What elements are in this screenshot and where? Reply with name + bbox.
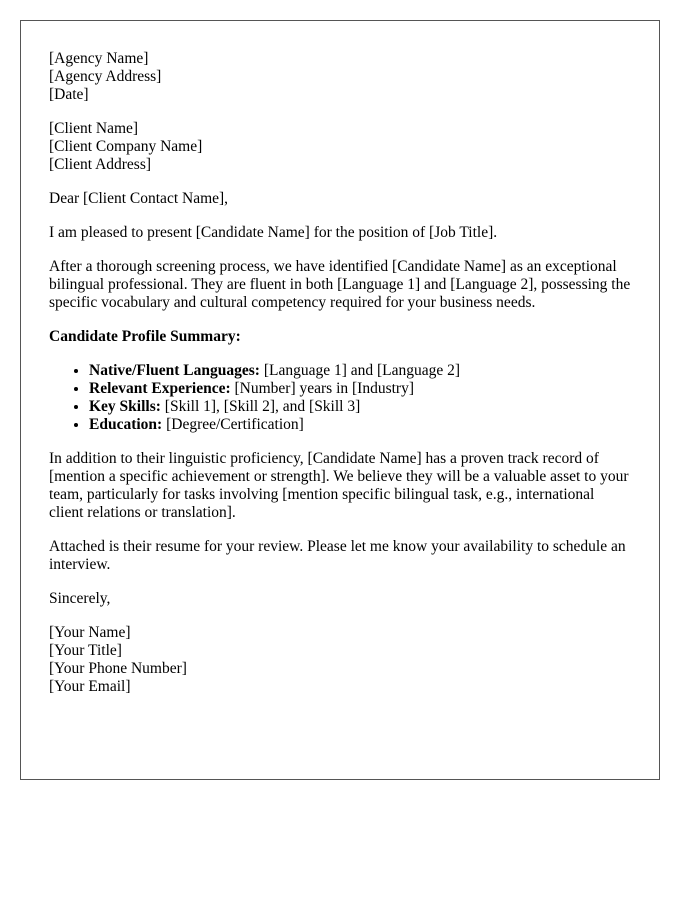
profile-label: Key Skills:	[89, 398, 161, 415]
profile-label: Native/Fluent Languages:	[89, 362, 260, 379]
signoff: Sincerely,	[49, 590, 111, 607]
list-item	[89, 398, 631, 416]
agency-address: [Agency Address]	[49, 68, 162, 85]
client-name: [Client Name]	[49, 120, 139, 137]
profile-value: [Degree/Certification]	[162, 416, 304, 433]
letter-page	[20, 20, 660, 780]
screening-paragraph: After a thorough screening process, we have identified [Candidate Name] as an exceptional bilingual professional. They are fluent in both [Language 1] and [Language 2], possessing the specific vocabulary and cultural competency required for your business needs.	[49, 258, 631, 311]
closing-paragraph: Attached is their resume for your review. Please let me know your availability to schedule an interview.	[49, 538, 626, 573]
signature-phone: [Your Phone Number]	[49, 660, 187, 677]
signature-block	[49, 624, 631, 696]
intro-paragraph: I am pleased to present [Candidate Name] for the position of [Job Title].	[49, 224, 498, 241]
list-item	[89, 362, 631, 380]
recipient-block	[49, 120, 631, 174]
letter-date: [Date]	[49, 86, 89, 103]
profile-value: [Language 1] and [Language 2]	[259, 362, 461, 379]
signature-email: [Your Email]	[49, 678, 131, 695]
client-company: [Client Company Name]	[49, 138, 203, 155]
profile-list	[49, 362, 631, 434]
signature-title: [Your Title]	[49, 642, 122, 659]
profile-label: Education:	[89, 416, 163, 433]
client-address: [Client Address]	[49, 156, 152, 173]
profile-label: Relevant Experience:	[89, 380, 231, 397]
proficiency-paragraph: In addition to their linguistic proficiency, [Candidate Name] has a proven track record of [mention a specific achievement or strength]. We believe they will be a valuable asset to your team, particularly for tasks involving [mention specific bilingual task, e.g., international client relations or translation].	[49, 450, 629, 521]
agency-name: [Agency Name]	[49, 50, 149, 67]
profile-heading: Candidate Profile Summary:	[49, 328, 241, 345]
sender-block	[49, 50, 631, 104]
list-item	[89, 416, 631, 434]
salutation: Dear [Client Contact Name],	[49, 190, 229, 207]
list-item	[89, 380, 631, 398]
signature-name: [Your Name]	[49, 624, 131, 641]
profile-value: [Skill 1], [Skill 2], and [Skill 3]	[160, 398, 361, 415]
profile-value: [Number] years in [Industry]	[230, 380, 414, 397]
